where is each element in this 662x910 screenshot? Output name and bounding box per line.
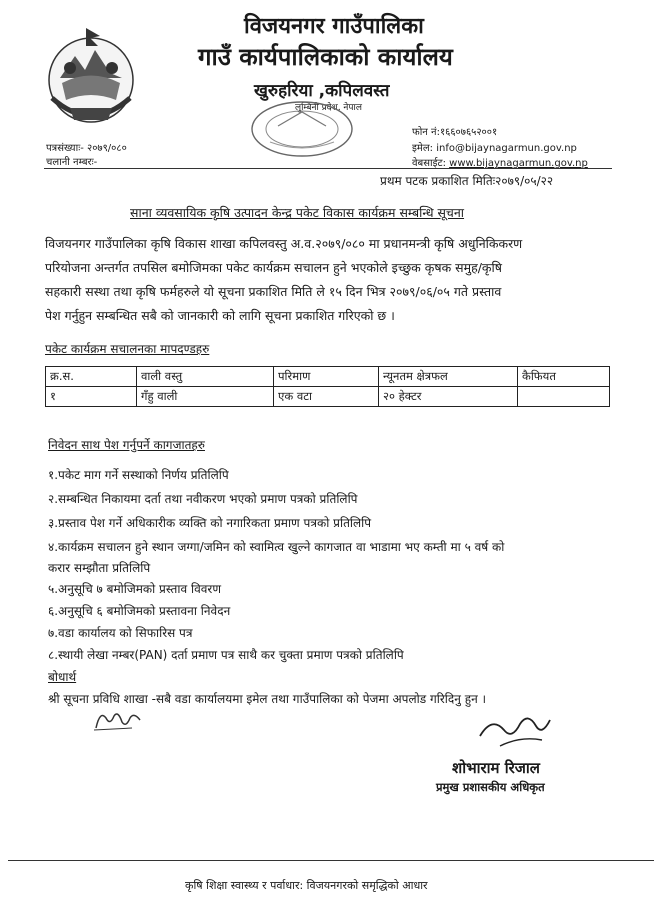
handwritten-initials: [92, 706, 144, 734]
document-item: ७.वडा कार्यालय को सिफारिस पत्र: [48, 626, 193, 640]
header-divider: [44, 168, 612, 169]
office-stamp: [248, 98, 356, 160]
province-name: लुम्बिनी प्रदेश, नेपाल: [295, 103, 362, 113]
email-address[interactable]: info@bijaynagarmun.gov.np: [436, 143, 577, 154]
document-item: ४.कार्यक्रम सचालन हुने स्थान जग्गा/जमिन को स्वामित्व खुल्ने कागजात वा भाडामा भए कम्ती मा ५ वर्ष को: [48, 540, 505, 554]
email-label: इमेल:: [412, 143, 434, 154]
document-item: ६.अनुसूचि ६ बमोजिमको प्रस्तावना निवेदन: [48, 604, 231, 618]
table-row: [46, 387, 610, 407]
document-item: ३.प्रस्ताव पेश गर्ने अधिकारीक व्यक्ति को नगारिकता प्रमाण पत्रको प्रतिलिपि: [48, 516, 372, 530]
email-line: [412, 140, 577, 154]
cc-text: श्री सूचना प्रविधि शाखा -सबै वडा कार्यालयमा इमेल तथा गाउँपालिका को पेजमा अपलोड गरिदिनु हुन ।: [48, 692, 487, 706]
document-item: करार सम्झौता प्रतिलिपि: [48, 561, 151, 575]
table-cell: २० हेक्टर: [379, 387, 518, 407]
document-item: ५.अनुसूचि ७ बमोजिमको प्रस्ताव विवरण: [48, 582, 222, 596]
criteria-table: [45, 366, 610, 407]
signatory-name: शोभाराम रिजाल: [452, 759, 540, 777]
table-cell: १: [46, 387, 137, 407]
footer-divider: [8, 860, 654, 861]
body-line: सहकारी सस्था तथा कृषि फर्महरुले यो सूचना प्रकाशित मिति ले १५ दिन भित्र २०७९/०६/०५ गते प्रस्ताव: [45, 284, 502, 299]
dispatch-number: चलानी नम्बरः-: [46, 157, 98, 168]
table-header-cell: कैफियत: [518, 367, 610, 387]
document-item: २.सम्बन्धित निकायमा दर्ता तथा नवीकरण भएको प्रमाण पत्रको प्रतिलिपि: [48, 492, 358, 506]
cc-heading: बोधार्थ: [48, 670, 77, 684]
table-header-cell: न्यूनतम क्षेत्रफल: [379, 367, 518, 387]
signatory-title: प्रमुख प्रशासकीय अधिकृत: [436, 780, 545, 794]
body-line: पेश गर्नुहुन सम्बन्धित सबै को जानकारी को लागि सूचना प्रकाशित गरिएको छ ।: [45, 308, 395, 323]
office-location: खुरुहरिया ,कपिलवस्त: [254, 81, 390, 101]
criteria-heading: पकेट कार्यक्रम सचालनका मापदण्डहरु: [45, 342, 210, 356]
table-header-cell: क्र.स.: [46, 367, 137, 387]
phone-number: फोन नं:१६६०७६५२००१: [412, 127, 498, 138]
table-cell: [518, 387, 610, 407]
handwritten-signature: [470, 706, 560, 756]
body-line: परियोजना अन्तर्गत तपसिल बमोजिमका पकेट कार्यक्रम सचालन हुने भएकोले इच्छुक कृषक समुह/कृषि: [45, 260, 502, 275]
notice-body: [45, 232, 620, 328]
body-line: विजयनगर गाउँपालिका कृषि विकास शाखा कपिलवस्तु अ.व.२०७९/०८० मा प्रधानमन्त्री कृषि अधुनिकिकरण: [45, 236, 523, 251]
document-item: ८.स्थायी लेखा नम्बर(PAN) दर्ता प्रमाण पत्र साथै कर चुक्ता प्रमाण पत्रको प्रतिलिपि: [48, 648, 404, 662]
municipality-name: विजयनगर गाउँपालिका: [244, 14, 424, 39]
table-header-cell: वाली वस्तु: [137, 367, 274, 387]
website-link[interactable]: www.bijaynagarmun.gov.np: [449, 158, 588, 169]
publish-date: प्रथम पटक प्रकाशित मितिः२०७९/०५/२२: [380, 174, 554, 188]
footer-slogan: कृषि शिक्षा स्वास्थ्य र पर्वाधार: विजयनगरको समृद्धिको आधार: [185, 879, 428, 892]
office-name: गाउँ कार्यपालिकाको कार्यालय: [198, 43, 453, 71]
table-header-cell: परिमाण: [274, 367, 379, 387]
documents-heading: निवेदन साथ पेश गर्नुपर्ने कागजातहरु: [48, 438, 205, 452]
table-cell: गँहु वाली: [137, 387, 274, 407]
website-line: [412, 155, 588, 169]
notice-subject: साना व्यवसायिक कृषि उत्पादन केन्द्र पकेट विकास कार्यक्रम सम्बन्धि सूचना: [130, 205, 465, 220]
nepal-emblem-logo: [40, 28, 142, 138]
reference-number: पत्रसंख्याः- २०७९/०८०: [46, 143, 127, 154]
table-header-row: [46, 367, 610, 387]
document-item: १.पकेट माग गर्ने सस्थाको निर्णय प्रतिलिपि: [48, 468, 229, 482]
website-label: वेबसाईट:: [412, 158, 446, 169]
table-cell: एक वटा: [274, 387, 379, 407]
